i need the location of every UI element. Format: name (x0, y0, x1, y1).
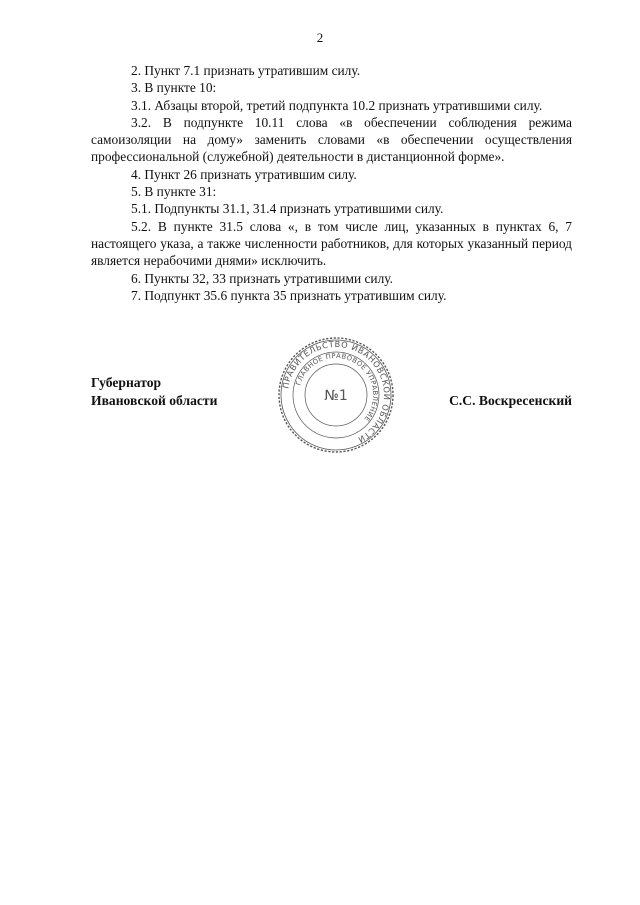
svg-text:ГЛАВНОЕ ПРАВОВОЕ УПРАВЛЕНИЕ: ГЛАВНОЕ ПРАВОВОЕ УПРАВЛЕНИЕ (294, 351, 380, 424)
paragraph-3: 3. В пункте 10: (131, 80, 217, 96)
svg-text:№1: №1 (324, 388, 348, 404)
paragraph-3-1: 3.1. Абзацы второй, третий подпункта 10.2 признать утратившими силу. (131, 97, 543, 113)
paragraph-4: 4. Пункт 26 признать утратившим силу. (131, 166, 357, 182)
signatory-position (91, 374, 217, 409)
signatory-position-line-2: Ивановской области (91, 392, 218, 408)
document-body (91, 62, 572, 304)
paragraph-5-2: 5.2. В пункте 31.5 слова «, в том числе лиц, указанных в пунктах 6, 7 настоящего указа, а также численности работников, для которых указанный период является нерабочими днями» исключить. (91, 218, 572, 269)
signatory-position-line-1: Губернатор (91, 375, 162, 390)
paragraph-7: 7. Подпункт 35.6 пункта 35 признать утратившим силу. (131, 287, 447, 303)
paragraph-5: 5. В пункте 31: (131, 184, 217, 200)
signatory-name: С.С. Воскресенский (449, 392, 572, 408)
paragraph-5-1: 5.1. Подпункты 31.1, 31.4 признать утратившими силу. (131, 201, 444, 217)
page-number: 2 (316, 30, 324, 45)
paragraph-3-2: 3.2. В подпункте 10.11 слова «в обеспечении соблюдения режима самоизоляции на дому» заменить словами «в обеспечении осуществления профессиональной (служебной) деятельности в дистанционной форме». (91, 114, 572, 165)
svg-text:ПРАВИТЕЛЬСТВО ИВАНОВСКОЙ ОБЛАС: ПРАВИТЕЛЬСТВО ИВАНОВСКОЙ ОБЛАСТИ (280, 338, 393, 446)
paragraph-6: 6. Пункты 32, 33 признать утратившими силу. (131, 270, 393, 286)
stamp-seal-image (276, 335, 396, 455)
paragraph-2: 2. Пункт 7.1 признать утратившим силу. (131, 63, 361, 78)
official-stamp (276, 335, 396, 455)
